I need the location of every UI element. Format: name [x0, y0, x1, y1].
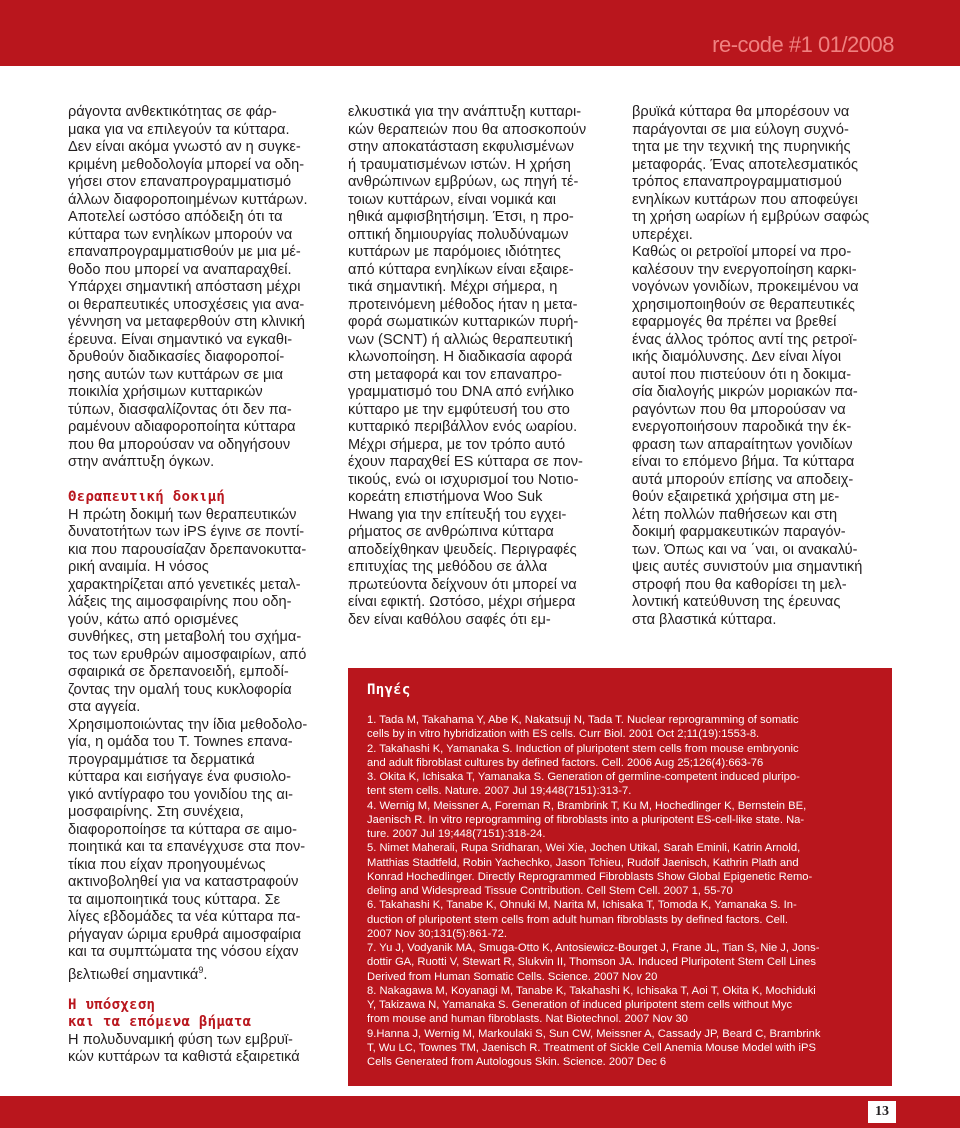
- reference-line: 6. Takahashi K, Tanabe K, Ohnuki M, Narita M, Ichisaka T, Tomoda K, Yamanaka S. In-: [367, 899, 797, 912]
- text-line: Χρησιμοποιώντας την ίδια μεθοδολο-: [68, 716, 308, 733]
- text-line: έχουν παραχθεί ES κύτταρα σε πον-: [348, 454, 583, 470]
- column-1: [68, 104, 340, 1067]
- text-line: κλωνοποίηση. Η διαδικασία αφορά: [348, 349, 573, 365]
- text-line: των. Όπως και να ΄ναι, οι ανακαλύ-: [632, 541, 858, 558]
- text-line: Η πολυδυναμική φύση των εμβρυϊ-: [68, 1031, 293, 1048]
- text-line: κια που παρουσίαζαν δρεπανοκυττα-: [68, 541, 307, 558]
- text-line: τρόπος επαναπρογραμματισμού: [632, 174, 842, 190]
- section-heading-promise-line-1: Η υπόσχεση: [68, 996, 156, 1013]
- text-line: κών θεραπειών που θα αποσκοπούν: [348, 121, 587, 138]
- text-line: επαναπρογραμματισθούν με μια μέ-: [68, 244, 301, 260]
- text-line: [68, 962, 340, 983]
- text-line: τος των ερυθρών αιμοσφαιρίων, από: [68, 646, 307, 663]
- text-line: είναι εφικτή. Ωστόσο, μέχρι σήμερα: [348, 594, 576, 610]
- text-line: ακτινοβοληθεί για να καταστραφούν: [68, 874, 299, 890]
- text-line: νων (SCNT) ή αλλιώς θεραπευτική: [348, 331, 573, 348]
- text-line: και τα συμπτώματα της νόσου είχαν: [68, 944, 299, 960]
- text-line: καλέσουν την ενεργοποίηση καρκι-: [632, 261, 857, 278]
- text-line: Αποτελεί ωστόσο απόδειξη ότι τα: [68, 209, 283, 225]
- text-line: ρική αναιμία. Η νόσος: [68, 559, 209, 575]
- text-line: είναι το επόμενο βήμα. Τα κύτταρα: [632, 454, 855, 470]
- text-line: κύτταρα και εισήγαγε ένα φυσιολο-: [68, 769, 292, 785]
- reference-superscript: 9: [198, 964, 204, 975]
- text-line: στα βλαστικά κύτταρα.: [632, 611, 777, 628]
- reference-line: Konrad Hochedlinger. Directly Reprogrammed Fibroblasts Show Global Epigenetic Remo-: [367, 870, 813, 883]
- reference-line: Derived from Human Somatic Cells. Science. 2007 Nov 20: [367, 970, 658, 983]
- text-line: ικής διαμόλυνσης. Δεν είναι λίγοι: [632, 349, 842, 365]
- reference-line: Cells Generated from Autologous Skin. Science. 2007 Dec 6: [367, 1056, 667, 1068]
- text-line: δυνατοτήτων των iPS έγινε σε ποντί-: [68, 524, 305, 540]
- text-line: λέτη πολλών παθήσεων και στη: [632, 506, 838, 523]
- text-line: τικούς, ενώ οι ισχυρισμοί του Νοτιο-: [348, 471, 579, 488]
- text-line: γικό αντίγραφο του γονιδίου της αι-: [68, 786, 293, 803]
- text-line: ηθικά αμφισβητήσιμη. Έτσι, η προ-: [348, 209, 574, 225]
- text-line: γέννηση να μεταφερθούν στη κλινική: [68, 314, 305, 330]
- text-line: στροφή που θα καθορίσει τη μελ-: [632, 576, 847, 593]
- text-line: πρωτεύοντα δείχνουν ότι μπορεί να: [348, 576, 577, 593]
- column-3: [632, 104, 904, 629]
- sentence-end: .: [203, 966, 208, 983]
- text-line: κυττάρων με παρόμοιες ιδιότητες: [348, 244, 561, 260]
- reference-line: tent stem cells. Nature. 2007 Jul 19;448(7151):313-7.: [367, 785, 632, 798]
- text-line: θοδο που μπορεί να αναπαραχθεί.: [68, 261, 292, 278]
- references-title: Πηγές: [367, 682, 411, 698]
- text-line: γία, η ομάδα του T. Townes επανα-: [68, 734, 293, 750]
- text-line: οπτική δημιουργίας πολυδύναμων: [348, 226, 569, 243]
- text-line: κύτταρα των ενηλίκων μπορούν να: [68, 226, 293, 243]
- text-line: νογόνων γονιδίων, προκειμένου να: [632, 279, 859, 295]
- text-line: ή τραυματισμένων ιστών. Η χρήση: [348, 156, 571, 173]
- text-line: ενηλίκων κυττάρων που αποφεύγει: [632, 191, 858, 208]
- paragraph-intro: [68, 104, 340, 472]
- paragraph-therapeutic-trial: [68, 506, 340, 983]
- reference-line: 7. Yu J, Vodyanik MA, Smuga-Otto K, Antosiewicz-Bourget J, Frane JL, Tian S, Nie J, Jons-: [367, 942, 820, 954]
- reference-line: cells by in vitro hybridization with ES cells. Curr Biol. 2001 Oct 2;11(19):1553-8.: [367, 728, 760, 741]
- text-line: εφαρμογές θα πρέπει να βρεθεί: [632, 314, 837, 330]
- text-line: χαρακτηρίζεται από γενετικές μεταλ-: [68, 576, 301, 593]
- text-line: μεταφοράς. Ένας αποτελεσματικός: [632, 156, 859, 173]
- text-line: ελκυστικά για την ανάπτυξη κυτταρι-: [348, 104, 582, 120]
- text-line: άλλων διαφοροποιημένων κυττάρων.: [68, 191, 308, 208]
- text-line: στην ανάπτυξη όγκων.: [68, 454, 215, 470]
- footer-bar: [0, 1096, 960, 1128]
- reference-line: 4. Wernig M, Meissner A, Foreman R, Brambrink T, Ku M, Hochedlinger K, Bernstein BE,: [367, 799, 807, 812]
- text-line: κύτταρο με την εμφύτευσή του στο: [348, 401, 570, 418]
- text-line: ποικιλία χρήσιμων κυτταρικών: [68, 384, 263, 400]
- reference-line: T, Wu LC, Townes TM, Jaenisch R. Treatment of Sickle Cell Anemia Mouse Model with iPS: [367, 1041, 816, 1054]
- references-box: [348, 668, 892, 1086]
- text-line: επιτυχίας της μεθόδου σε άλλα: [348, 559, 548, 575]
- text-line: τη χρήση ωαρίων ή εμβρύων σαφώς: [632, 209, 870, 225]
- text-line: που θα μπορούσαν να οδηγήσουν: [68, 436, 291, 453]
- text-line: κών κυττάρων τα καθιστά εξαιρετικά: [68, 1049, 300, 1065]
- text-line: φραση των απαραίτητων γονιδίων: [632, 436, 853, 453]
- text-line: χρησιμοποιηθούν σε θεραπευτικές: [632, 296, 855, 313]
- reference-line: deling and Widespread Tissue Contribution. Cell Stem Cell. 2007 1, 55-70: [367, 885, 733, 897]
- text-line: στα αγγεία.: [68, 699, 141, 715]
- section-heading-promise-line-2: και τα επόμενα βήματα: [68, 1014, 252, 1030]
- reference-line: 2007 Nov 30;131(5):861-72.: [367, 927, 507, 940]
- text-line: τα αιμοποιητικά τους κύτταρα. Σε: [68, 891, 281, 908]
- text-line: γραμματισμό του DNA από ενήλικο: [348, 384, 575, 400]
- text-line: ενεργοποιήσουν παροδικά την έκ-: [632, 419, 852, 435]
- text-line: τίκια που είχαν προηγουμένως: [68, 856, 266, 873]
- text-line: φορά σωματικών κυτταρικών πυρή-: [348, 314, 579, 330]
- text-line: βρυϊκά κύτταρα θα μπορέσουν να: [632, 104, 850, 120]
- text-line: ψεις αυτές συνιστούν μια σημαντική: [632, 559, 863, 575]
- text-line: διαφοροποίησε τα κύτταρα σε αιμο-: [68, 821, 298, 838]
- reference-line: 8. Nakagawa M, Koyanagi M, Tanabe K, Takahashi K, Ichisaka T, Aoi T, Okita K, Mochiduki: [367, 984, 816, 997]
- reference-line: Jaenisch R. In vitro reprogramming of fibroblasts into a pluripotent ES-cell-like state. Na-: [367, 813, 805, 826]
- text-line: Μέχρι σήμερα, με τον τρόπο αυτό: [348, 436, 566, 453]
- text-line: δοκιμή φαρμακευτικών παραγόν-: [632, 524, 846, 540]
- text-line: ένας άλλος τρόπος αντί της ρετροϊ-: [632, 331, 858, 348]
- header-issue-code: re-code #1 01/2008: [712, 32, 894, 57]
- references-list: [367, 713, 887, 1069]
- text-line: τητα με την τεχνική της πυρηνικής: [632, 139, 851, 155]
- text-line: δεν είναι καθόλου σαφές ότι εμ-: [348, 611, 551, 628]
- reference-line: 1. Tada M, Takahama Y, Abe K, Nakatsuji N, Tada T. Nuclear reprogramming of somatic: [367, 714, 799, 726]
- text-line: Η πρώτη δοκιμή των θεραπευτικών: [68, 506, 297, 523]
- text-line: κυτταρικό περιβάλλον ενός ωαρίου.: [348, 419, 578, 435]
- reference-line: 2. Takahashi K, Yamanaka S. Induction of pluripotent stem cells from mouse embryonic: [367, 742, 799, 755]
- text-line: στη μεταφορά και τον επαναπρο-: [348, 366, 562, 383]
- reference-line: 5. Nimet Maherali, Rupa Sridharan, Wei Xie, Jochen Utikal, Sarah Eminli, Katrin Arnold,: [367, 842, 801, 855]
- text-line: συνθήκες, στη μεταβολή του σχήμα-: [68, 629, 302, 645]
- paragraph-promise: [68, 1032, 340, 1067]
- reference-line: ture. 2007 Jul 19;448(7151):318-24.: [367, 828, 546, 840]
- text-line: ραγόντων που θα μπορούσαν να: [632, 401, 846, 418]
- text-line: ραμένουν αδιαφοροποίητα κύτταρα: [68, 419, 296, 435]
- text-line: Καθώς οι ρετροϊοί μπορεί να προ-: [632, 244, 852, 260]
- text-line: Hwang για την επίτευξή του εγχει-: [348, 506, 567, 523]
- text-line: σία διαλογής μικρών μοριακών πα-: [632, 384, 858, 400]
- text-line: ησης αυτών των κυττάρων σε μια: [68, 366, 284, 383]
- text-line: θούν εξαιρετικά χρήσιμα στη με-: [632, 489, 840, 505]
- text-line: έρευνα. Είναι σημαντικό να εγκαθι-: [68, 331, 293, 348]
- text-line: ρήματος σε ανθρώπινα κύτταρα: [348, 524, 554, 540]
- text-line: Δεν είναι ακόμα γνωστό αν η συγκε-: [68, 139, 301, 155]
- text-line: γούν, κάτω από ορισμένες: [68, 611, 239, 628]
- text-line: Υπάρχει σημαντική απόσταση μέχρι: [68, 279, 301, 295]
- text-line: τοιων κυττάρων, είναι νομικά και: [348, 191, 557, 208]
- text-line: προγραμμάτισε τα δερματικά: [68, 751, 255, 768]
- text-line: ποιητικά και τα επανέγχυσε στα πον-: [68, 839, 306, 855]
- text-line: μοσφαιρίνης. Στη συνέχεια,: [68, 804, 244, 820]
- text-line: σφαιρικά σε δρεπανοειδή, εμποδί-: [68, 664, 289, 680]
- section-heading-therapeutic-trial: Θεραπευτική δοκιμή: [68, 489, 226, 505]
- page-number: 13: [868, 1101, 896, 1123]
- text-line: προτεινόμενη μέθοδος ήταν η μετα-: [348, 296, 578, 313]
- reference-line: 3. Okita K, Ichisaka T, Yamanaka S. Generation of germline-competent induced pluripo-: [367, 771, 800, 783]
- text-line: δρυθούν διαδικασίες διαφοροποί-: [68, 349, 285, 365]
- reference-line: duction of pluripotent stem cells from adult human fibroblasts by defined factors. Cell.: [367, 913, 788, 926]
- column-2: [348, 104, 620, 629]
- text-line: λάξεις της αιμοσφαιρίνης που οδη-: [68, 594, 292, 610]
- reference-line: Matthias Stadtfeld, Robin Yachechko, Jason Tchieu, Rudolf Jaenisch, Kathrin Plath and: [367, 856, 799, 869]
- reference-line: Y, Takizawa N, Yamanaka S. Generation of induced pluripotent stem cells without Myc: [367, 999, 793, 1011]
- text-line: από κύτταρα ενηλίκων είναι εξαιρε-: [348, 261, 574, 278]
- text-line: υπερέχει.: [632, 226, 693, 243]
- text-line: οι θεραπευτικές υποσχέσεις για ανα-: [68, 296, 305, 313]
- reference-line: dottir GA, Ruotti V, Stewart R, Slukvin II, Thomson JA. Induced Pluripotent Stem Cell Lines: [367, 956, 816, 969]
- text-line-content: βελτιωθεί σημαντικά: [68, 966, 199, 983]
- text-line: ζοντας την ομαλή τους κυκλοφορία: [68, 681, 292, 698]
- text-line: ανθρώπινων εμβρύων, ως πηγή τέ-: [348, 174, 579, 190]
- text-line: γήσει στον επαναπρογραμματισμό: [68, 174, 292, 190]
- text-line: αυτοί που πιστεύουν ότι η δοκιμα-: [632, 366, 852, 383]
- text-line: παράγονται σε μια εύλογη συχνό-: [632, 121, 849, 138]
- text-line: κορεάτη επιστήμονα Woo Suk: [348, 489, 543, 505]
- text-line: λοντική κατεύθυνση της έρευνας: [632, 594, 841, 610]
- reference-line: from mouse and human fibroblasts. Nat Biotechnol. 2007 Nov 30: [367, 1013, 688, 1026]
- text-line: τύπων, διασφαλίζοντας ότι δεν πα-: [68, 401, 292, 418]
- text-line: αποδείχθηκαν ψευδείς. Περιγραφές: [348, 541, 577, 558]
- text-line: λίγες εβδομάδες τα νέα κύτταρα πα-: [68, 909, 301, 925]
- text-line: αυτά μπορούν επίσης να αποδειχ-: [632, 471, 854, 488]
- reference-line: and adult fibroblast cultures by defined factors. Cell. 2006 Aug 25;126(4):663-76: [367, 756, 764, 769]
- text-line: κριμένη μεθοδολογία μπορεί να οδη-: [68, 156, 305, 173]
- text-line: μακα για να επιλεγούν τα κύτταρα.: [68, 121, 290, 138]
- text-line: τικά σημαντική. Μέχρι σήμερα, η: [348, 279, 558, 295]
- text-line: ρήγαγαν ώριμα ερυθρά αιμοσφαίρια: [68, 926, 302, 943]
- reference-line: 9.Hanna J, Wernig M, Markoulaki S, Sun CW, Meissner A, Cassady JP, Beard C, Brambrink: [367, 1027, 821, 1040]
- text-line: στην αποκατάσταση εκφυλισμένων: [348, 139, 574, 155]
- text-line: ράγοντα ανθεκτικότητας σε φάρ-: [68, 104, 277, 120]
